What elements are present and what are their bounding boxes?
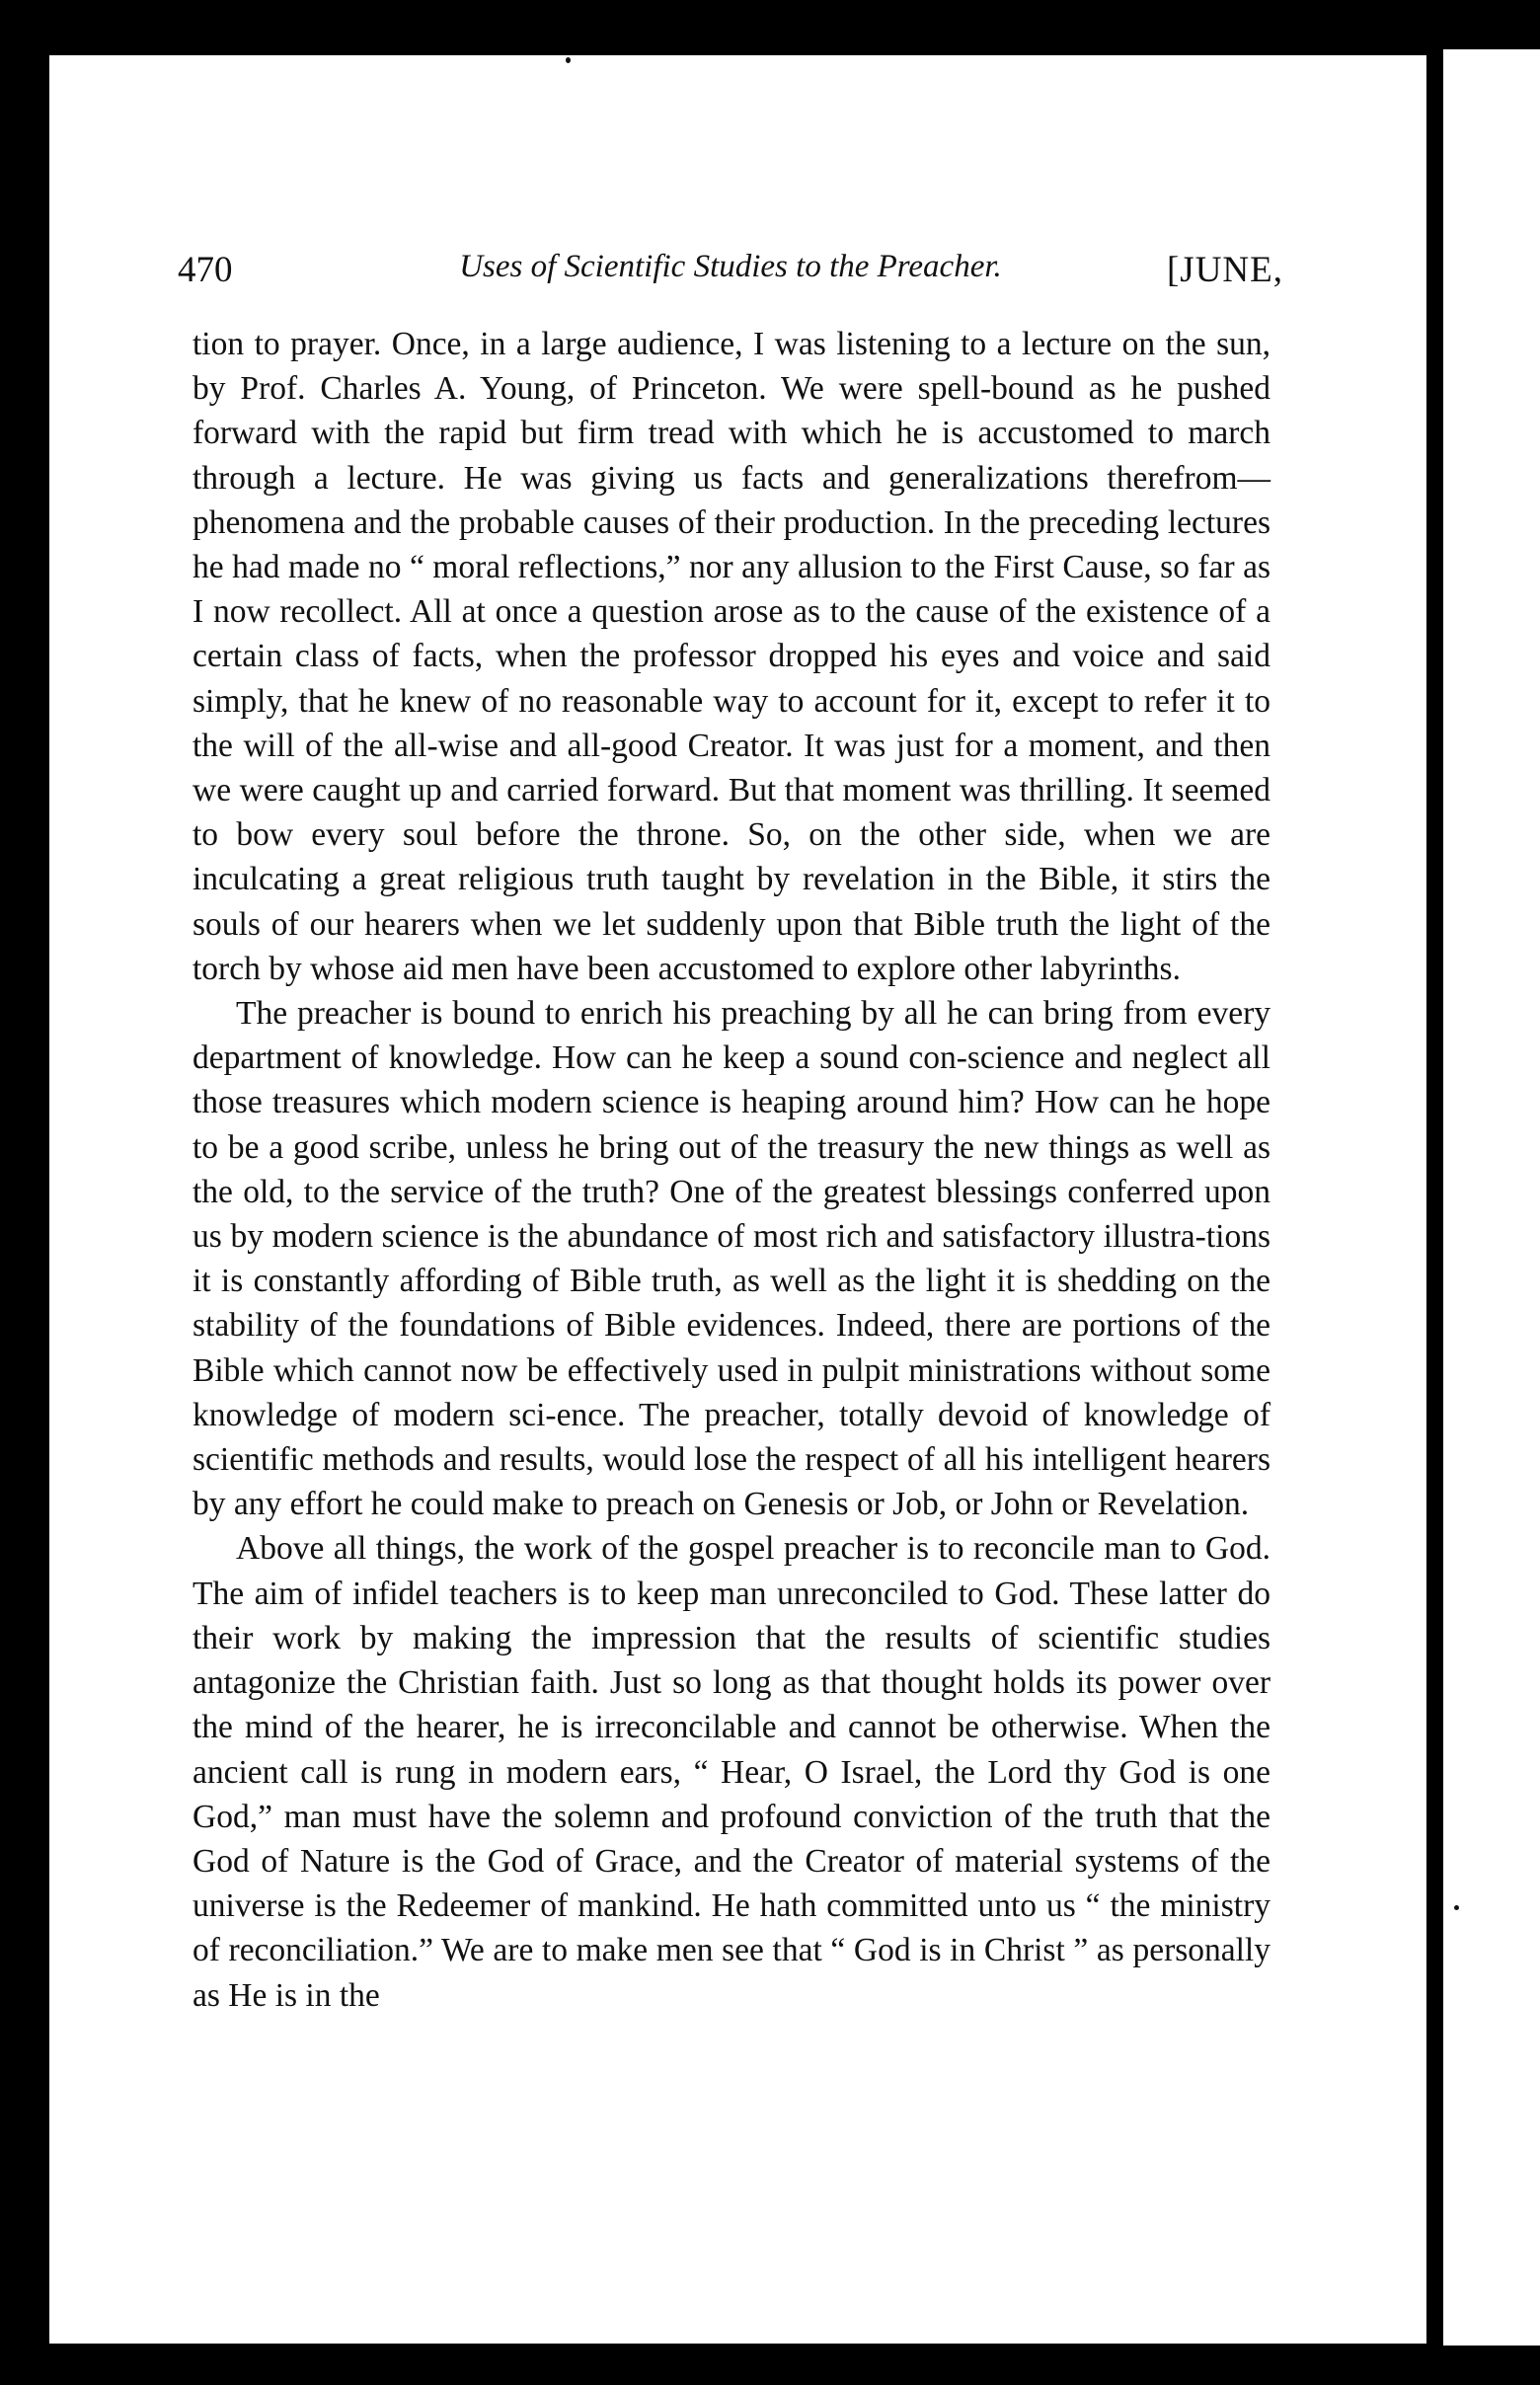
running-header — [178, 249, 1283, 298]
scan-speck — [566, 57, 571, 63]
adjacent-page-edge — [1443, 49, 1540, 2346]
paragraph-3: Above all things, the work of the gospel preacher is to reconcile man to God. The aim of infidel teachers is to keep man unreconciled to God. These latter do their work by making the impression that the results of scientific studies antagonize the Christian faith. Just so long as that thought holds its power over the mind of the hearer, he is irreconcilable and cannot be otherwise. When the ancient call is rung in modern ears, “ Hear, O Israel, the Lord thy God is one God,” man must have the solemn and profound conviction of the truth that the God of Nature is the God of Grace, and the Creator of material systems of the universe is the Redeemer of mankind. He hath committed unto us “ the ministry of reconciliation.” We are to make men see that “ God is in Christ ” as personally as He is in the — [192, 1530, 1270, 2014]
scan-speck — [1454, 1905, 1459, 1910]
running-title: Uses of Scientific Studies to the Preacher. — [459, 249, 1002, 284]
paragraph-1: tion to prayer. Once, in a large audience, I was listening to a lecture on the sun, by Prof. Charles A. Young, of Princeton. We were spell-bound as he pushed forward with the rapid but firm tread with which he is accustomed to march through a lecture. He was giving us facts and generalizations therefrom—phenomena and the probable causes of their production. In the preceding lectures he had made no “ moral reflections,” nor any allusion to the First Cause, so far as I now recollect. All at once a question arose as to the cause of the existence of a certain class of facts, when the professor dropped his eyes and voice and said simply, that he knew of no reasonable way to account for it, except to refer it to the will of the all-wise and all-good Creator. It was just for a moment, and then we were caught up and carried forward. But that moment was thrilling. It seemed to bow every soul before the throne. So, on the other side, when we are inculcating a great religious truth taught by revelation in the Bible, it stirs the souls of our hearers when we let suddenly upon that Bible truth the light of the torch by whose aid men have been accustomed to explore other labyrinths. — [192, 326, 1270, 987]
body-text — [192, 322, 1270, 2018]
paragraph-2: The preacher is bound to enrich his preaching by all he can bring from every department of knowledge. How can he keep a sound con-science and neglect all those treasures which modern science is heaping around him? How can he hope to be a good scribe, unless he bring out of the treasury the new things as well as the old, to the service of the truth? One of the greatest blessings conferred upon us by modern science is the abundance of most rich and satisfactory illustra-tions it is constantly affording of Bible truth, as well as the light it is shedding on the stability of the foundations of Bible evidences. Indeed, there are portions of the Bible which cannot now be effectively used in pulpit ministrations without some knowledge of modern sci-ence. The preacher, totally devoid of knowledge of scientific methods and results, would lose the respect of all his intelligent hearers by any effort he could make to preach on Genesis or Job, or John or Revelation. — [192, 995, 1270, 1523]
running-date: [JUNE, — [1166, 250, 1283, 290]
page-number: 470 — [178, 250, 233, 290]
